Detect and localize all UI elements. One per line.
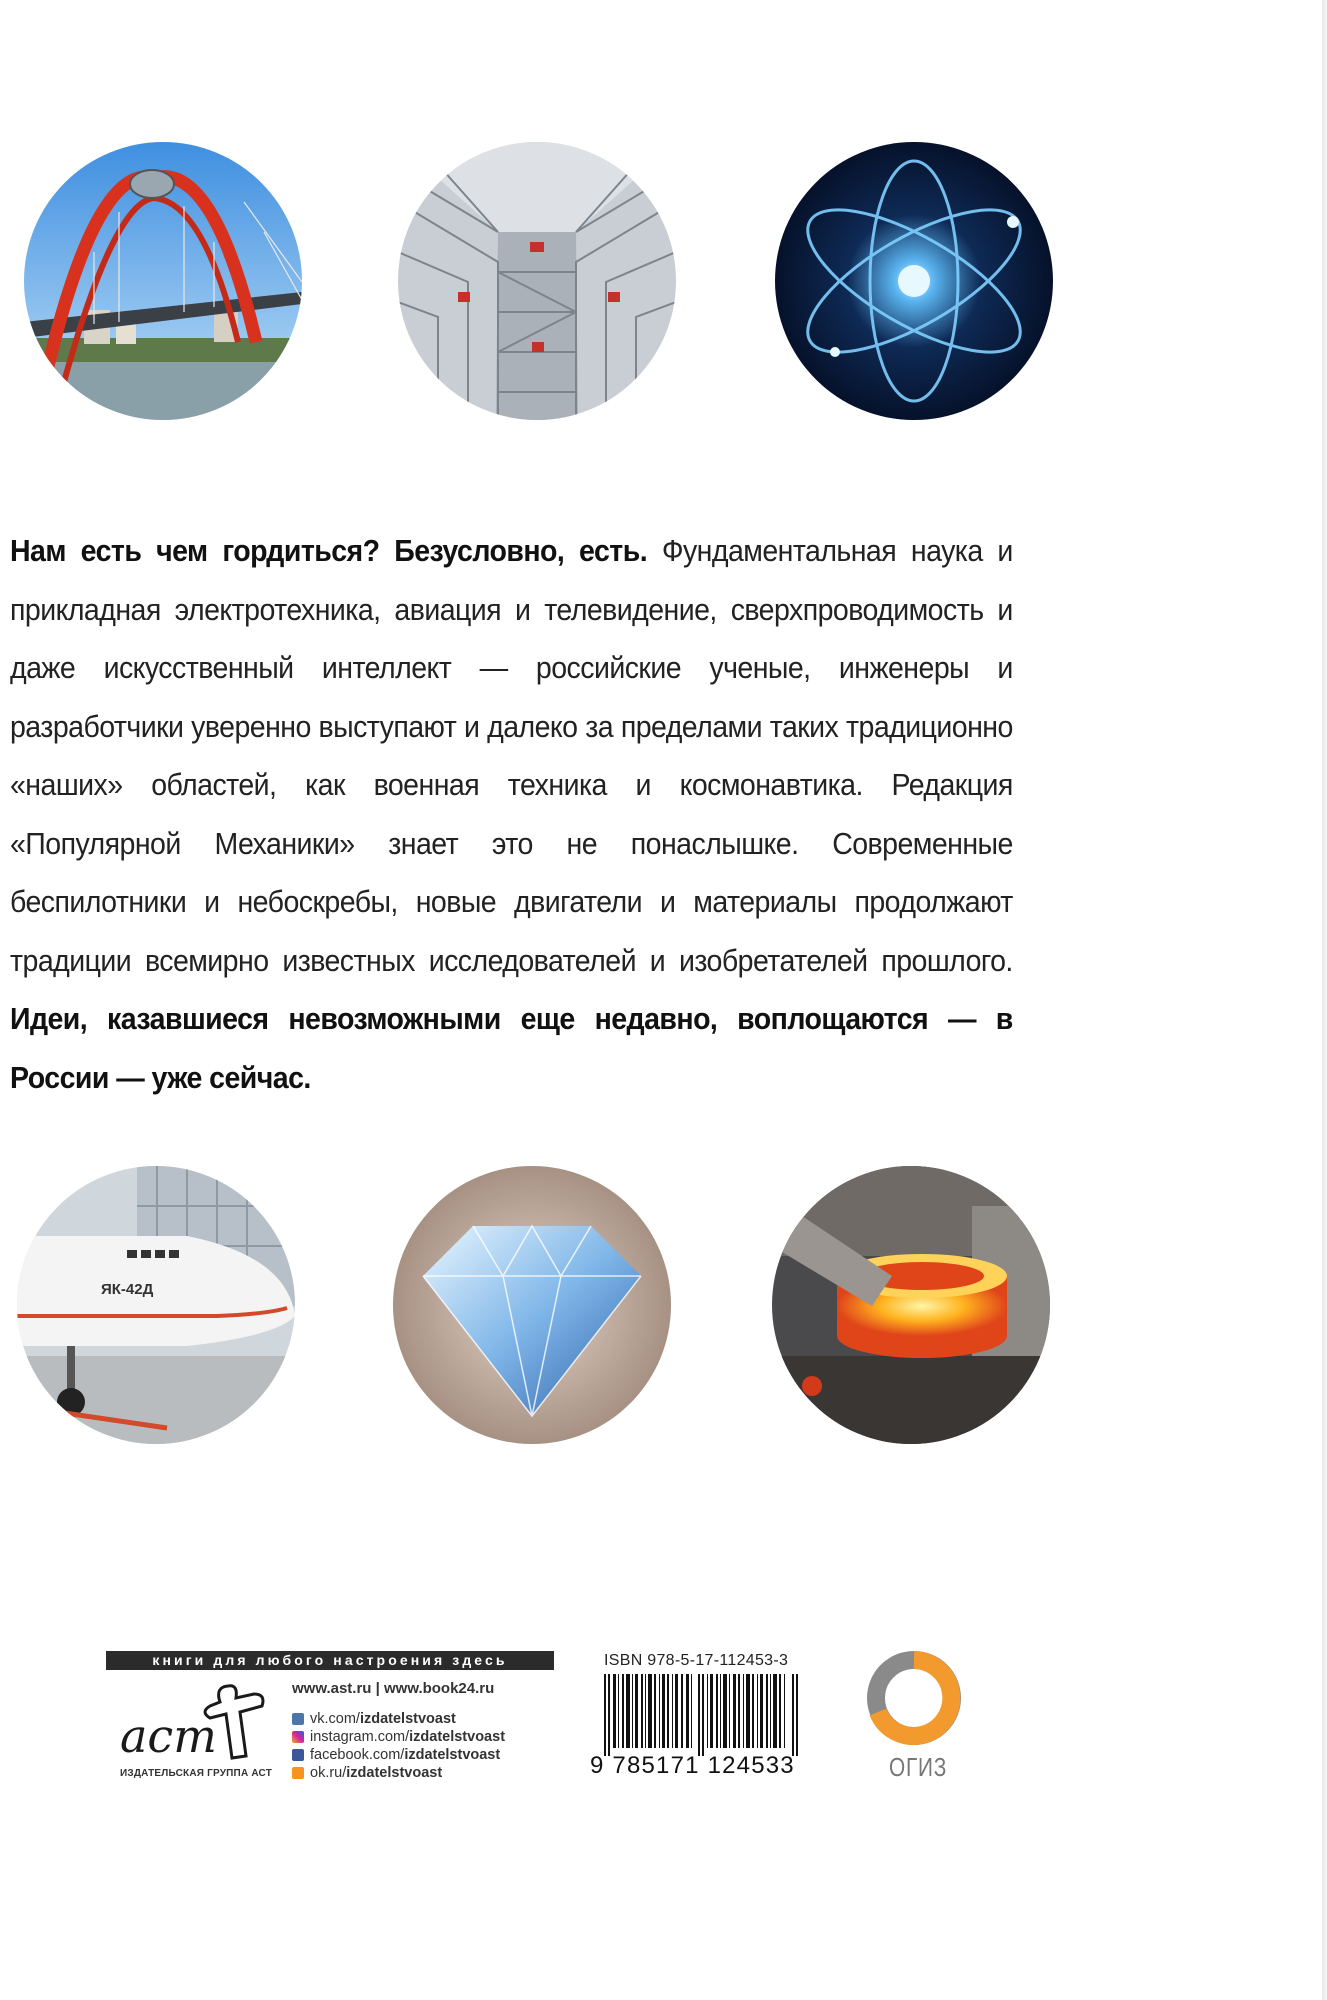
- description-tail: Идеи, казавшиеся невозможными еще недавно, воплощаются — в России — уже сейчас.: [10, 1001, 1013, 1095]
- ast-logo: [120, 1682, 270, 1772]
- page-edge: [1322, 0, 1327, 2000]
- steel-construction-photo: [398, 142, 676, 420]
- isbn-barcode: [604, 1674, 800, 1756]
- ogiz-label: ОГИЗ: [889, 1752, 948, 1782]
- description-lead: Нам есть чем гордиться? Безусловно, есть.: [10, 533, 648, 568]
- publisher-tagline: книги для любого настроения здесь: [106, 1651, 554, 1670]
- ogiz-logo-ring: [866, 1650, 962, 1746]
- isbn-label: ISBN 978-5-17-112453-3: [604, 1652, 789, 1669]
- social-link-instagram[interactable]: instagram.com/izdatelstvoast: [292, 1728, 505, 1746]
- description-body: Фундаментальная наука и прикладная электротехника, авиация и телевидение, сверхпроводимость и даже искусственный интеллект — российские ученые, инженеры и разработчики уверенно выступают и далеко за пределами таких традиционно «наших» областей, как военная техника и космонавтика. Редакция «Популярной Механики» знает это не понаслышке. Современные беспилотники и небоскребы, новые двигатели и материалы продолжают традиции всемирно известных исследователей и изобретателей прошлого.: [10, 533, 1013, 978]
- ast-caption: ИЗДАТЕЛЬСКАЯ ГРУППА АСТ: [120, 1768, 273, 1779]
- yak-42d-aircraft-photo: [17, 1166, 295, 1444]
- social-links: [292, 1710, 505, 1782]
- atom-photo: [775, 142, 1053, 420]
- social-link-facebook[interactable]: facebook.com/izdatelstvoast: [292, 1746, 505, 1764]
- barcode-digits: 9 785171 124533: [590, 1752, 795, 1779]
- ok-icon: [292, 1767, 304, 1779]
- metal-forging-photo: [772, 1166, 1050, 1444]
- social-link-vk[interactable]: vk.com/izdatelstvoast: [292, 1710, 505, 1728]
- diamond-photo: [393, 1166, 671, 1444]
- svg-text:аст: аст: [120, 1709, 217, 1763]
- publisher-websites[interactable]: www.ast.ru | www.book24.ru: [292, 1680, 495, 1697]
- vk-icon: [292, 1713, 304, 1725]
- social-link-ok[interactable]: ok.ru/izdatelstvoast: [292, 1764, 505, 1782]
- bridge-photo: [24, 142, 302, 420]
- instagram-icon: [292, 1731, 304, 1743]
- description-text: [10, 522, 1013, 1107]
- svg-text:ЯК-42Д: ЯК-42Д: [101, 1281, 154, 1298]
- facebook-icon: [292, 1749, 304, 1761]
